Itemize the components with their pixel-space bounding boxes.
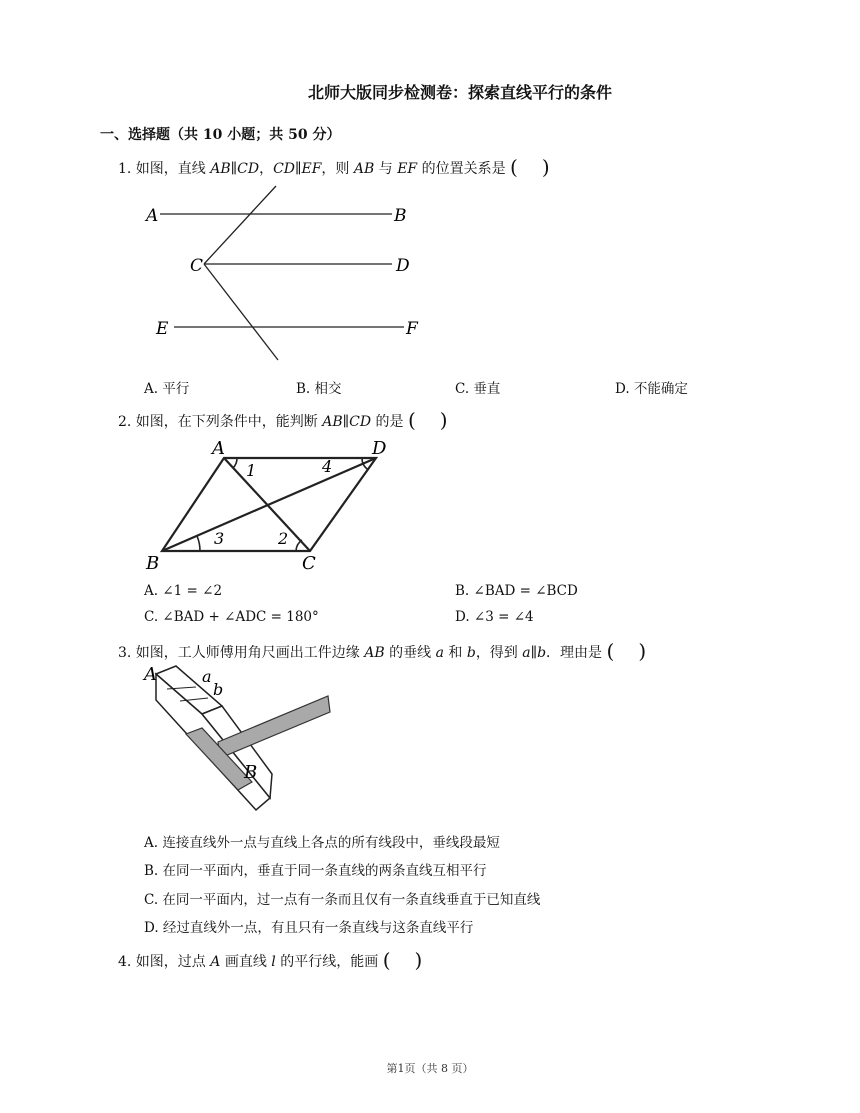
angle-3-label: 3 xyxy=(214,529,225,548)
answer-paren-close: ) xyxy=(414,948,423,972)
q2-math: AB∥CD xyxy=(322,414,372,430)
q3-text: 3. 如图，工人师傅用角尺画出工件边缘 xyxy=(118,645,365,661)
q3-math: a∥b xyxy=(522,645,547,661)
label-B: B xyxy=(244,762,258,783)
answer-paren-close: ) xyxy=(439,408,448,432)
label-B: B xyxy=(394,206,407,226)
q1-text: ， xyxy=(259,161,274,177)
q2-text: 2. 如图，在下列条件中，能判断 xyxy=(118,414,323,430)
q3-text: 的垂线 xyxy=(384,645,436,661)
q1-math: CD∥EF xyxy=(273,161,322,177)
label-a: a xyxy=(202,667,212,686)
question-1-stem xyxy=(118,154,550,178)
answer-paren-open: ( xyxy=(382,948,391,972)
angle-4-label: 4 xyxy=(322,457,333,476)
figure-3 xyxy=(140,662,340,822)
q4-text: 的平行线，能画 xyxy=(275,954,379,970)
q3-text: ．理由是 xyxy=(546,645,603,661)
answer-paren-open: ( xyxy=(606,639,615,663)
option-c: C. 在同一平面内，过一点有一条而且仅有一条直线垂直于已知直线 xyxy=(144,892,541,908)
q1-math: EF xyxy=(397,161,418,177)
option-d: D. 经过直线外一点，有且只有一条直线与这条直线平行 xyxy=(144,920,474,936)
option-b: B. ∠BAD = ∠BCD xyxy=(455,583,578,599)
figure-2 xyxy=(140,434,400,574)
q4-math: l xyxy=(271,954,276,970)
option-b: B. 在同一平面内，垂直于同一条直线的两条直线互相平行 xyxy=(144,863,487,879)
angle-2-label: 2 xyxy=(278,529,289,548)
option-a: A. 连接直线外一点与直线上各点的所有线段中，垂线段最短 xyxy=(144,835,500,851)
label-D: D xyxy=(396,256,410,276)
label-A: A xyxy=(212,438,225,459)
q1-math: AB xyxy=(353,161,375,177)
q3-text: 和 xyxy=(443,645,467,661)
section-heading: 一、选择题（共 10 小题；共 50 分） xyxy=(100,127,341,143)
q2-text: 的是 xyxy=(371,414,404,430)
page-footer: 第1页（共 8 页） xyxy=(386,1062,474,1075)
answer-paren-open: ( xyxy=(510,155,518,179)
q1-text: 与 xyxy=(374,161,398,177)
option-c: C. 垂直 xyxy=(455,381,501,397)
question-4-stem xyxy=(118,947,422,971)
question-3-stem xyxy=(118,638,646,662)
option-a: A. 平行 xyxy=(144,381,190,397)
label-F: F xyxy=(406,319,418,339)
label-C: C xyxy=(190,256,204,276)
option-d: D. ∠3 = ∠4 xyxy=(455,609,534,625)
option-c: C. ∠BAD + ∠ADC = 180° xyxy=(144,609,319,625)
option-b: B. 相交 xyxy=(296,381,342,397)
answer-paren-open: ( xyxy=(407,408,416,432)
answer-paren-close: ) xyxy=(638,639,647,663)
label-A: A xyxy=(144,664,157,685)
answer-paren-close: ) xyxy=(541,155,550,179)
label-b: b xyxy=(213,680,224,699)
angle-1-label: 1 xyxy=(246,461,257,480)
label-E: E xyxy=(156,319,169,339)
label-B: B xyxy=(146,553,160,574)
q4-math: A xyxy=(210,954,221,970)
q3-math: b xyxy=(466,645,476,661)
q4-text: 画直线 xyxy=(220,954,272,970)
label-D: D xyxy=(372,438,387,459)
q4-text: 4. 如图，过点 xyxy=(118,954,211,970)
option-d: D. 不能确定 xyxy=(615,381,688,397)
question-2-stem xyxy=(118,407,448,431)
label-C: C xyxy=(302,553,316,574)
q1-text: 1. 如图，直线 xyxy=(118,161,211,177)
q1-text: ，则 xyxy=(321,161,354,177)
page-title: 北师大版同步检测卷：探索直线平行的条件 xyxy=(307,83,612,102)
q3-math: a xyxy=(435,645,444,661)
q3-math: AB xyxy=(364,645,385,661)
figure-1 xyxy=(140,180,440,370)
option-a: A. ∠1 = ∠2 xyxy=(144,583,223,599)
label-A: A xyxy=(146,206,159,226)
q1-math: AB∥CD xyxy=(210,161,260,177)
q3-text: ，得到 xyxy=(475,645,523,661)
q1-text: 的位置关系是 xyxy=(417,161,506,177)
